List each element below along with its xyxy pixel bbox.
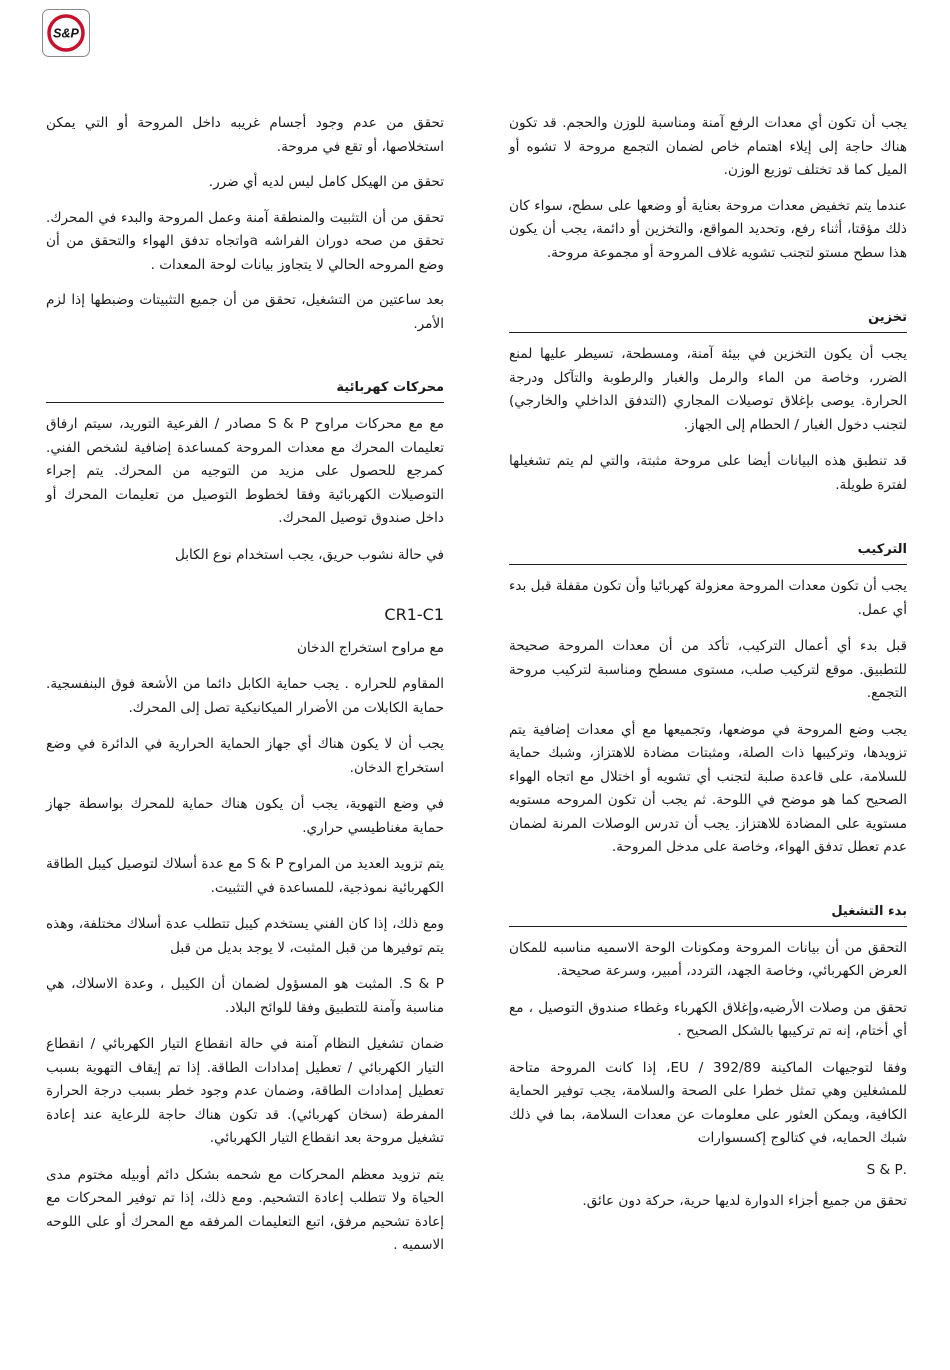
sp-logo-icon: [45, 12, 87, 54]
lowering-paragraph: عندما يتم تخفيض معدات مروحة بعناية أو وضعها على سطح، سواء كان ذلك مؤقتا، أثناء رفع، وتحديد المواقع، والتخزين أو دائمة، يجب أن يكون هذا سطح مستو لتجنب تشويه غلاف المروحة أو مجموعة مروحة.: [509, 197, 907, 261]
company-logo: [42, 9, 90, 57]
cable-model-code: CR1-C1: [384, 605, 444, 624]
installation-heading: التركيب: [509, 542, 907, 565]
check-structure: تحقق من الهيكل كامل ليس لديه أي ضرر.: [208, 174, 444, 190]
cable-protection-paragraph: المقاوم للحراره . يجب حماية الكابل دائما من الأشعة فوق البنفسجية. حماية الكابلات من الأضرار الميكانيكية تصل إلى المحرك.: [46, 676, 444, 716]
check-after-two-hours: بعد ساعتين من التشغيل، تحقق من أن جميع التثبيتات وضبطها إذا لزم الأمر.: [46, 292, 444, 332]
svg-text:S&P: S&P: [53, 26, 79, 41]
lubrication-paragraph: يتم تزويد معظم المحركات مع شحمه بشكل دائم أوبيله مختوم مدى الحياة ولا تتطلب إعادة التشحيم. ومع ذلك، إذا تم توفير المحركات مع إعادة تشحيم مرفق، اتبع التعليمات المرفقه مع المحرك أو على اللوحه الاسميه .: [46, 1166, 444, 1253]
storage-paragraph-1: يجب أن يكون التخزين في بيئة آمنة، ومسطحة، تسيطر عليها لمنع الضرر، وخاصة من الماء والرمل والغبار والرطوبة والتآكل ودرجة الحرارة. يوصى بإغلاق توصيلات المجاري (التدفق الداخلي والخارجي) لتجنب دخول الغبار / الحطام إلى الجهاز.: [509, 346, 907, 433]
wiring-kits-paragraph: يتم تزويد العديد من المراوح S & P مع عدة أسلاك لتوصيل كيبل الطاقة الكهربائية نموذجية، للمساعدة في التثبيت.: [46, 856, 445, 896]
installer-cable-paragraph: ومع ذلك، إذا كان الفني يستخدم كيبل تتطلب عدة أسلاك مختلفة، وهذه يتم توفيرها من قبل المثبت، لا يوجد بديل من قبل: [46, 916, 444, 956]
check-foreign-objects: تحقق من عدم وجود أجسام غريبه داخل المروحة أو التي يمكن استخلاصها، أو تقع في مروحة.: [46, 115, 444, 155]
power-failure-paragraph: ضمان تشغيل النظام آمنة في حالة انقطاع التيار الكهربائي / انقطاع التيار الكهربائي / تعطيل إمدادات الطاقة. إذا تم إيقاف التهوية بسبب تعطيل إمدادات الطاقة، وضمان عدم وجود خطر بسبب درجة الحرارة المفرطة (سخان كهربائي). قد تكون هناك حاجة للرعاية عند إعادة تشغيل مروحة بعد انقطاع التيار الكهربائي.: [46, 1036, 444, 1146]
startup-paragraph-2: تحقق من وصلات الأرضيه،وإغلاق الكهرباء وغطاء صندوق التوصيل ، مع أي أختام، إنه تم تركيبها بالشكل الصحيح .: [509, 999, 907, 1039]
startup-heading: بدء التشغيل: [509, 904, 907, 927]
motors-paragraph-1: مع مع محركات مراوح S & P مصادر / الفرعية التوريد، سيتم ارفاق تعليمات المحرك مع معدات المروحة كمساعدة إضافية لشخص الفني. كمرجع للحصول على مزيد من التوجيه من المحرك. يتم إجراء التوصيلات الكهربائية وفقا لخطوط التوصيل من تعليمات المحرك أو داخل صندوق توصيل المحرك.: [46, 416, 445, 526]
lifting-paragraph: يجب أن تكون أي معدات الرفع آمنة ومناسبة للوزن والحجم. قد تكون هناك حاجة إلى إيلاء اهتمام خاص لضمان التجمع مروحة لا تشوه أو الميل كما قد تختلف توزيع الوزن.: [509, 115, 907, 178]
startup-paragraph-4: تحقق من جميع أجزاء الدوارة لديها حرية، حركة دون عائق.: [582, 1193, 907, 1209]
startup-paragraph-1: التحقق من أن بيانات المروحة ومكونات الوحة الاسميه مناسبه للمكان العرض الكهربائي، وخاصة الجهد، التردد، أمبير، وسرعة صحيحة.: [509, 939, 907, 979]
installation-paragraph-1: يجب أن تكون معدات المروحة معزولة كهربائيا وأن تكون مقفلة قبل بدء أي عمل.: [509, 578, 907, 618]
storage-heading: تخزين: [509, 310, 907, 333]
startup-paragraph-3: وفقا لتوجيهات الماكينة EU / 392/89، إذا كانت المروحة متاحة للمشغلين وهي تمثل خطرا على الصحة والسلامة، يجب توفير الحماية الكافية، ويمكن العثور على معلومات عن معدات السلامة، بما في ذلك شبك الحمايه، في كتالوج إكسسوارات: [509, 1059, 908, 1146]
no-thermal-protection-paragraph: يجب أن لا يكون هناك أي جهاز الحماية الحرارية في الدائرة في وضع استخراج الدخان.: [46, 736, 444, 776]
startup-sp-line: .S & P: [866, 1161, 907, 1178]
storage-paragraph-2: قد تنطبق هذه البيانات أيضا على مروحة مثبتة، والتي لم يتم تشغيلها لفترة طويلة.: [509, 453, 907, 493]
check-installation-safe: تحقق من أن التثبيت والمنطقة آمنة وعمل المروحة والبدء في المحرك. تحقق من صحه دوران الفراشه aواتجاه تدفق الهواء والتحقق من أن وضع المروحه الحالي لا يتجاوز بيانات لوحة المعدات .: [46, 209, 444, 273]
right-column: [509, 112, 907, 1214]
motors-paragraph-2: في حالة نشوب حريق، يجب استخدام نوع الكابل: [174, 546, 444, 563]
installation-paragraph-3: يجب وضع المروحة في موضعها، وتجميعها مع أي معدات إضافية يتم تزويدها، وتركيبها ذات الصلة، ومثبتات مضادة للاهتزاز، وشبك حماية للسلامة، على قاعدة صلبة لتجنب أي تشويه أو اختلال مع اتجاه الهواء الصحيح كما هو موضح في اللوحة. ثم يجب أن تكون المروحه مستويه مستوية على المضادة للاهتزاز. يجب أن تدرس الوصلات المرنة لضمان عدم تعطل تدفق الهواء، وخاصة على مدخل المروحة.: [509, 721, 907, 855]
installer-responsibility-paragraph: S & P. المثبت هو المسؤول لضمان أن الكيبل ، وعدة الاسلاك، هي مناسبة وآمنة للتطبيق وفقا للوائح البلاد.: [46, 976, 444, 1016]
ventilation-mode-paragraph: في وضع التهوية، يجب أن يكون هناك حماية للمحرك بواسطة جهاز حماية مغناطيسي حراري.: [46, 796, 444, 836]
smoke-extraction-line: مع مراوح استخراج الدخان: [296, 639, 444, 656]
installation-paragraph-2: قبل بدء أي أعمال التركيب، تأكد من أن معدات المروحة صحيحة للتطبيق. موقع لتركيب صلب، مستوى مسطح ومناسبة لتركيب مروحة التجمع.: [509, 638, 907, 701]
left-column: [46, 112, 444, 1258]
electric-motors-heading: محركات كهربائية: [46, 380, 444, 403]
